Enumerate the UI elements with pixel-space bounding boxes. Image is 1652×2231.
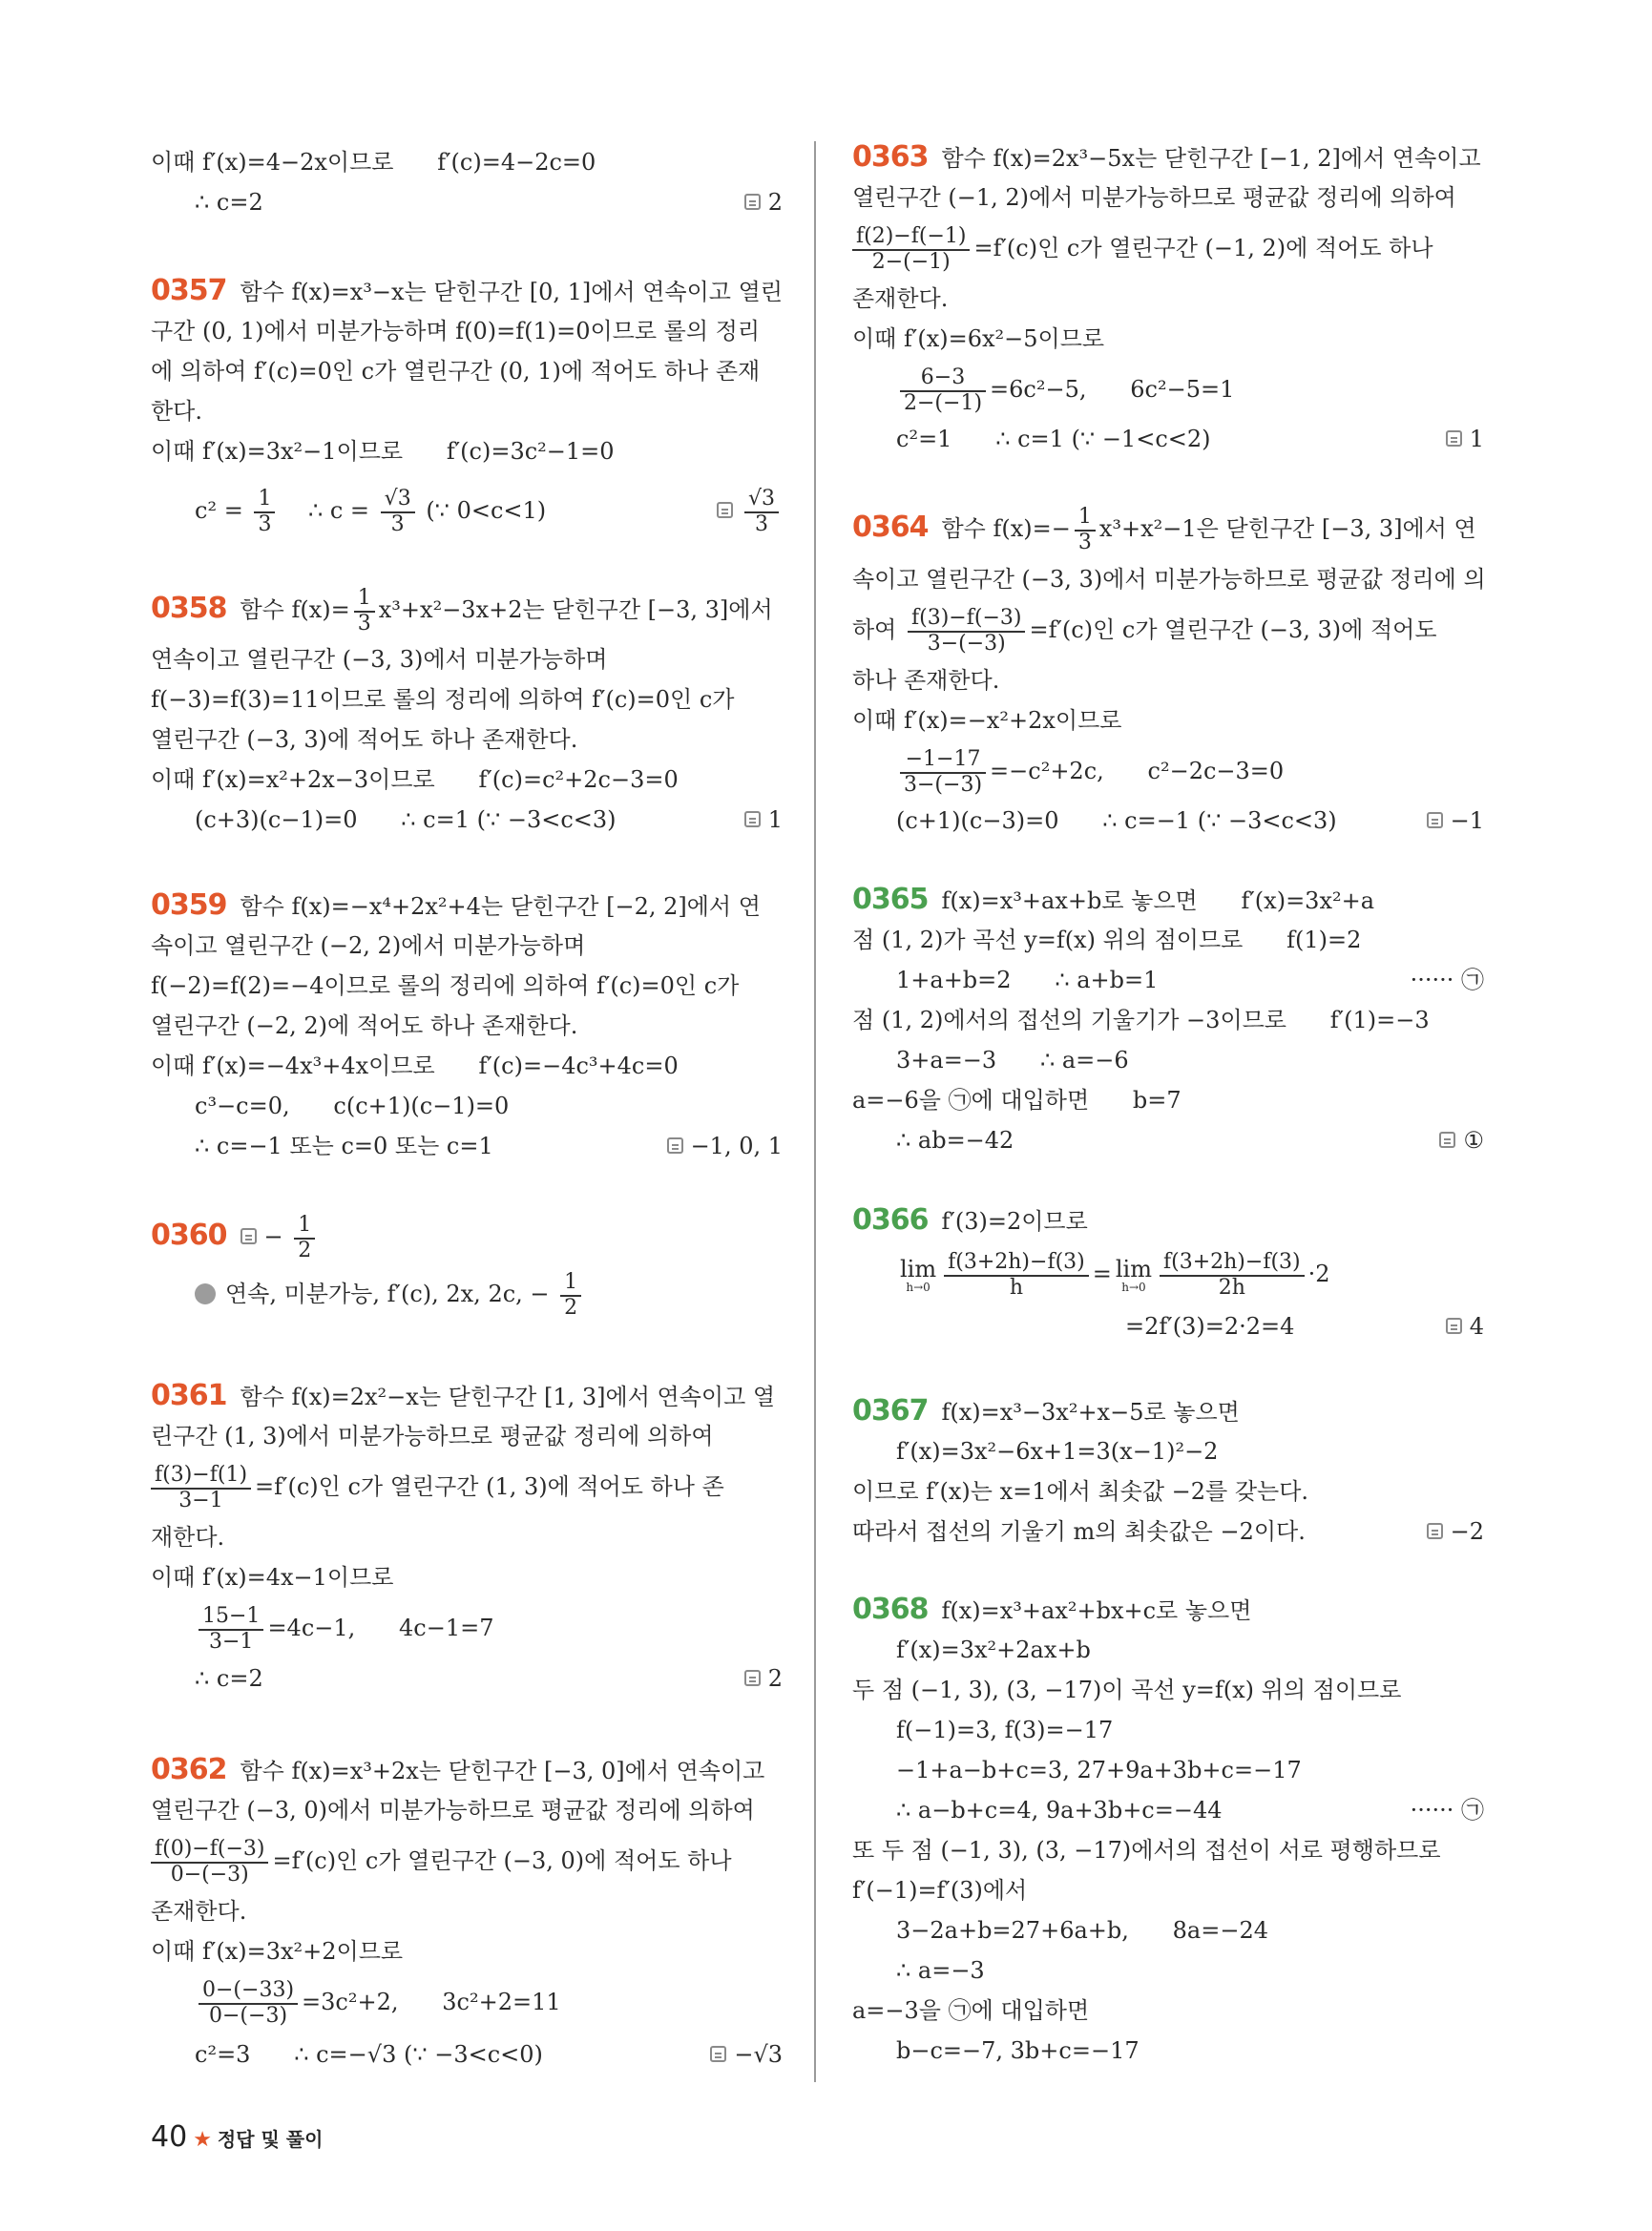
answer-icon (240, 1228, 257, 1244)
problem-number: 0360 (151, 1219, 227, 1252)
text-line: −1+a−b+c=3, 27+9a+3b+c=−17 (896, 1757, 1302, 1783)
answer-value: 1 (767, 806, 783, 833)
problem-number: 0368 (852, 1593, 929, 1626)
text-span: f(x)=x³−3x²+x−5로 놓으면 (941, 1399, 1240, 1426)
text-line: 하나 존재한다. (852, 667, 1000, 694)
answer-value: 1 (1469, 426, 1484, 452)
text-span: =4c−1, 4c−1=7 (267, 1615, 494, 1641)
text-span: ·2 (1307, 1261, 1330, 1287)
text-line: 3+a=−3 ∴ a=−6 (896, 1047, 1129, 1074)
text-span: 따라서 접선의 기울기 m의 최솟값은 −2이다. (852, 1518, 1306, 1545)
denominator: 3−1 (209, 1629, 254, 1654)
footer-title: 정답 및 풀이 (217, 2128, 324, 2151)
text-line: 점 (1, 2)가 곡선 y=f(x) 위의 점이므로 f(1)=2 (852, 927, 1362, 953)
text-line: 이때 f′(x)=x²+2x−3이므로 f′(c)=c²+2c−3=0 (151, 766, 679, 793)
numerator: f(2)−f(−1) (852, 225, 970, 250)
problem-0365-line (852, 881, 1484, 919)
fraction (900, 748, 986, 796)
denominator: 3 (390, 511, 405, 536)
numerator: f(0)−f(−3) (151, 1838, 268, 1863)
problem-0357-line (151, 272, 783, 310)
problem-number: 0365 (852, 883, 929, 916)
text-line: 연속이고 열린구간 (−3, 3)에서 미분가능하며 (151, 646, 608, 673)
numerator: √3 (381, 488, 415, 512)
equation-marker: ······ ㉠ (1410, 1797, 1484, 1824)
answer-value: 2 (767, 189, 783, 216)
page-number: 40 (151, 2120, 188, 2154)
numerator: f(3+2h)−f(3) (1160, 1251, 1305, 1276)
text-line: 열린구간 (−3, 0)에서 미분가능하므로 평균값 정리에 의하여 (151, 1797, 755, 1824)
text-line: 3−2a+b=27+6a+b, 8a=−24 (896, 1917, 1268, 1944)
text-span: 함수 f(x)= (240, 596, 350, 623)
answer-icon (1439, 1132, 1455, 1148)
problem-0363-line (852, 138, 1484, 177)
limit-label: lim (1115, 1255, 1152, 1282)
answer-mark (744, 1659, 783, 1698)
fraction (151, 1464, 251, 1512)
text-line: ∴ a=−3 (896, 1957, 985, 1984)
answer-value: −1 (1450, 807, 1484, 834)
text-line: 점 (1, 2)에서의 접선의 기울기가 −3이므로 f′(1)=−3 (852, 1007, 1430, 1033)
text-span: ∴ ab=−42 (896, 1127, 1014, 1154)
answer-mark (717, 484, 783, 537)
denominator: 3−(−3) (904, 772, 983, 797)
text-span: ∴ a−b+c=4, 9a+3b+c=−44 (896, 1797, 1223, 1824)
text-span: =3c²+2, 3c²+2=11 (302, 1989, 561, 2015)
fraction (852, 225, 970, 273)
limit-subscript: h→0 (1121, 1281, 1146, 1295)
hint-icon (195, 1283, 216, 1304)
fraction (1160, 1251, 1305, 1299)
text-line (852, 1121, 1484, 1159)
problem-number: 0359 (151, 888, 227, 922)
problem-0366-line (852, 1201, 1484, 1240)
text-line: 에 의하여 f′(c)=0인 c가 열린구간 (0, 1)에 적어도 하나 존재 (151, 358, 761, 385)
fraction (744, 488, 779, 535)
text-span: ∴ c=−1 또는 c=0 또는 c=1 (195, 1133, 493, 1159)
numerator: 1 (354, 587, 375, 612)
problem-number: 0361 (151, 1379, 227, 1412)
text-line: 열린구간 (−3, 3)에 적어도 하나 존재한다. (151, 726, 578, 753)
problem-0367-line (852, 1392, 1484, 1430)
text-span: ∴ c=2 (195, 189, 263, 216)
denominator: 2−(−1) (871, 249, 951, 274)
text-line (151, 1601, 783, 1655)
answer-icon (1427, 812, 1443, 828)
text-line: 재한다. (151, 1524, 225, 1551)
text-line (151, 484, 783, 537)
star-icon: ★ (193, 2128, 212, 2152)
text-span: c² = (195, 497, 251, 524)
text-line: 또 두 점 (−1, 3), (3, −17)에서의 접선이 서로 평행하므로 (852, 1837, 1441, 1864)
fraction (1075, 506, 1096, 553)
text-line: a=−6을 ㉠에 대입하면 b=7 (852, 1087, 1181, 1114)
text-line (151, 1127, 783, 1165)
fraction (199, 1979, 298, 2027)
text-line: f′(−1)=f′(3)에서 (852, 1877, 1028, 1904)
denominator: 3 (1077, 530, 1092, 554)
text-line (852, 1512, 1484, 1551)
answer-value: 2 (767, 1665, 783, 1692)
text-span: =2f′(3)=2·2=4 (1125, 1313, 1295, 1340)
text-line: 한다. (151, 398, 202, 425)
text-span: =f′(c)인 c가 열린구간 (1, 3)에 적어도 하나 존 (255, 1473, 724, 1500)
text-span: =−c²+2c, c²−2c−3=0 (990, 758, 1285, 784)
fraction (151, 1838, 268, 1886)
text-line (852, 961, 1484, 999)
numerator: f(3+2h)−f(3) (944, 1251, 1089, 1276)
text-line (151, 1460, 783, 1513)
fraction (944, 1251, 1089, 1299)
text-line: 존재한다. (852, 285, 949, 312)
text-span: =6c²−5, 6c²−5=1 (990, 376, 1235, 403)
text-line (151, 183, 783, 221)
numerator: f(3)−f(−3) (908, 607, 1025, 632)
answer-icon (1427, 1523, 1443, 1539)
text-span: − (263, 1223, 291, 1250)
text-span: =f′(c)인 c가 열린구간 (−3, 3)에 적어도 (1029, 616, 1437, 643)
answer-mark (1427, 1512, 1484, 1551)
text-span: x³+x²−3x+2는 닫힌구간 [−3, 3]에서 (378, 596, 773, 623)
numerator: 1 (254, 488, 275, 512)
fraction (900, 366, 986, 414)
text-line (151, 801, 783, 839)
denominator: 2−(−1) (904, 390, 983, 415)
text-line: f′(x)=3x²−6x+1=3(x−1)²−2 (896, 1438, 1219, 1465)
text-span: f′(3)=2이므로 (941, 1208, 1088, 1235)
text-line (852, 1791, 1484, 1829)
numerator: 15−1 (199, 1605, 263, 1630)
text-span: c²=1 ∴ c=1 (∵ −1<c<2) (896, 426, 1211, 452)
denominator: 3 (754, 511, 768, 536)
answer-mark (1439, 1121, 1484, 1159)
problem-0360-line (151, 1209, 783, 1262)
denominator: 3 (258, 511, 272, 536)
text-line: f(−2)=f(2)=−4이므로 롤의 정리에 의하여 f′(c)=0인 c가 (151, 972, 740, 999)
text-line: 열린구간 (−1, 2)에서 미분가능하므로 평균값 정리에 의하여 (852, 184, 1456, 211)
problem-0364-line (852, 501, 1484, 554)
text-span: =f′(c)인 c가 열린구간 (−3, 0)에 적어도 하나 (272, 1847, 732, 1874)
limit-subscript: h→0 (906, 1281, 931, 1295)
answer-icon (710, 2046, 726, 2062)
answer-icon (1446, 1318, 1462, 1334)
denominator: h (1009, 1275, 1024, 1300)
limit-operator (1116, 1257, 1152, 1295)
fraction (254, 488, 275, 535)
hint-line (151, 1267, 783, 1321)
denominator: 0−(−3) (170, 1862, 249, 1887)
numerator: 6−3 (900, 366, 986, 391)
denominator: 2 (298, 1238, 312, 1262)
text-span: 함수 f(x)=x³−x는 닫힌구간 [0, 1]에서 연속이고 열린 (240, 279, 783, 305)
problem-0362-line (151, 1751, 783, 1789)
answer-mark (744, 183, 783, 221)
text-span: f(x)=x³+ax+b로 놓으면 f′(x)=3x²+a (941, 887, 1375, 914)
problem-number: 0358 (151, 592, 227, 625)
answer-icon (744, 811, 761, 827)
text-line: 속이고 열린구간 (−2, 2)에서 미분가능하며 (151, 932, 586, 959)
fraction (199, 1605, 263, 1653)
denominator: 2h (1218, 1275, 1245, 1300)
answer-icon (1446, 430, 1462, 447)
text-span: 1+a+b=2 ∴ a+b=1 (896, 967, 1159, 993)
text-line: c³−c=0, c(c+1)(c−1)=0 (195, 1093, 510, 1119)
problem-number: 0367 (852, 1394, 929, 1428)
text-line: b−c=−7, 3b+c=−17 (896, 2037, 1140, 2064)
text-line: 이때 f′(x)=4−2x이므로 f′(c)=4−2c=0 (151, 149, 596, 176)
text-line: 이때 f′(x)=4x−1이므로 (151, 1564, 394, 1591)
text-line: 열린구간 (−2, 2)에 적어도 하나 존재한다. (151, 1012, 578, 1039)
text-line: 존재한다. (151, 1898, 247, 1925)
problem-number: 0366 (852, 1203, 929, 1237)
answer-mark (710, 2035, 783, 2074)
problem-0359-line (151, 886, 783, 925)
page-footer (151, 2120, 323, 2154)
text-span: (∵ 0<c<1) (418, 497, 547, 524)
text-line: 이때 f′(x)=3x²−1이므로 f′(c)=3c²−1=0 (151, 438, 615, 465)
answer-icon (717, 502, 733, 518)
text-line: 이때 f′(x)=6x²−5이므로 (852, 325, 1105, 352)
numerator: 1 (1075, 506, 1096, 531)
text-line: 이때 f′(x)=−x²+2x이므로 (852, 707, 1122, 734)
text-line: 이때 f′(x)=3x²+2이므로 (151, 1938, 404, 1965)
answer-icon (744, 194, 761, 210)
text-line (852, 603, 1484, 657)
limit-label: lim (900, 1255, 937, 1282)
answer-mark (1427, 802, 1484, 840)
denominator: 2 (564, 1295, 578, 1320)
text-line (852, 363, 1484, 416)
text-line (852, 1307, 1484, 1345)
answer-value: −2 (1450, 1518, 1484, 1545)
answer-value: 4 (1469, 1313, 1484, 1340)
answer-mark (667, 1127, 783, 1165)
text-line (852, 420, 1484, 458)
text-line: a=−3을 ㉠에 대입하면 (852, 1997, 1090, 2024)
fraction (381, 488, 415, 535)
answer-value: −1, 0, 1 (690, 1133, 783, 1159)
problem-0361-line (151, 1377, 783, 1415)
numerator: 0−(−33) (199, 1979, 298, 2004)
text-line (852, 221, 1484, 275)
numerator: −1−17 (900, 748, 986, 773)
text-line: 두 점 (−1, 3), (3, −17)이 곡선 y=f(x) 위의 점이므로 (852, 1677, 1402, 1703)
problem-number: 0364 (852, 511, 929, 544)
problem-0358-line (151, 582, 783, 636)
text-span: 함수 f(x)=2x²−x는 닫힌구간 [1, 3]에서 연속이고 열 (240, 1384, 776, 1410)
limit-line (852, 1245, 1484, 1303)
denominator: 3−(−3) (927, 631, 1006, 656)
text-span: 함수 f(x)=− (941, 515, 1071, 542)
text-span: 연속, 미분가능, f′(c), 2x, 2c, − (225, 1281, 557, 1307)
problem-0368-line (852, 1591, 1484, 1629)
text-line: 속이고 열린구간 (−3, 3)에서 미분가능하므로 평균값 정리에 의 (852, 566, 1486, 593)
text-line: 이므로 f′(x)는 x=1에서 최솟값 −2를 갖는다. (852, 1478, 1309, 1505)
fraction (908, 607, 1025, 655)
text-line: f′(x)=3x²+2ax+b (896, 1637, 1091, 1663)
denominator: 3−1 (178, 1488, 223, 1512)
text-line: 구간 (0, 1)에서 미분가능하며 f(0)=f(1)=0이므로 롤의 정리 (151, 318, 761, 344)
answer-icon (744, 1670, 761, 1686)
numerator: √3 (744, 488, 779, 512)
answer-mark (744, 801, 783, 839)
numerator: f(3)−f(1) (151, 1464, 251, 1489)
text-line (852, 802, 1484, 840)
text-span: 함수 f(x)=−x⁴+2x²+4는 닫힌구간 [−2, 2]에서 연 (240, 893, 761, 920)
numerator: 1 (294, 1214, 315, 1239)
text-line: 이때 f′(x)=−4x³+4x이므로 f′(c)=−4c³+4c=0 (151, 1053, 679, 1079)
equation-marker: ······ ㉠ (1410, 967, 1484, 993)
text-span: 함수 f(x)=x³+2x는 닫힌구간 [−3, 0]에서 연속이고 (240, 1758, 765, 1784)
text-line: f(−1)=3, f(3)=−17 (896, 1717, 1114, 1743)
text-span: =f′(c)인 c가 열린구간 (−1, 2)에 적어도 하나 (973, 235, 1433, 261)
text-line (151, 2035, 783, 2074)
answer-value: ① (1463, 1127, 1484, 1154)
text-span: ∴ c = (279, 497, 377, 524)
text-span: c²=3 ∴ c=−√3 (∵ −3<c<0) (195, 2041, 543, 2068)
numerator: 1 (560, 1271, 581, 1296)
problem-number: 0362 (151, 1753, 227, 1786)
text-line (151, 1659, 783, 1698)
denominator: 3 (357, 611, 371, 636)
text-line (151, 1834, 783, 1887)
text-line (151, 1975, 783, 2029)
answer-mark (1446, 420, 1484, 458)
answer-mark (1446, 1307, 1484, 1345)
denominator: 0−(−3) (209, 2003, 288, 2028)
text-span: x³+x²−1은 닫힌구간 [−3, 3]에서 연 (1098, 515, 1476, 542)
problem-number: 0357 (151, 274, 227, 307)
text-line (852, 744, 1484, 798)
fraction (354, 587, 375, 635)
limit-operator (900, 1257, 936, 1295)
text-span: ∴ c=2 (195, 1665, 263, 1692)
text-span: f(x)=x³+ax²+bx+c로 놓으면 (941, 1597, 1252, 1624)
text-span: 함수 f(x)=2x³−5x는 닫힌구간 [−1, 2]에서 연속이고 (941, 145, 1481, 172)
text-span: 하여 (852, 616, 904, 643)
text-span: = (1092, 1261, 1112, 1287)
text-span: (c+1)(c−3)=0 ∴ c=−1 (∵ −3<c<3) (896, 807, 1337, 834)
answer-icon (667, 1137, 683, 1154)
fraction (560, 1271, 581, 1319)
text-span: (c+3)(c−1)=0 ∴ c=1 (∵ −3<c<3) (195, 806, 617, 833)
text-line: 린구간 (1, 3)에서 미분가능하므로 평균값 정리에 의하여 (151, 1423, 714, 1449)
fraction (294, 1214, 315, 1261)
column-divider (814, 141, 816, 2082)
text-line: f(−3)=f(3)=11이므로 롤의 정리에 의하여 f′(c)=0인 c가 (151, 686, 735, 713)
answer-value: −√3 (734, 2041, 783, 2068)
problem-number: 0363 (852, 140, 929, 174)
